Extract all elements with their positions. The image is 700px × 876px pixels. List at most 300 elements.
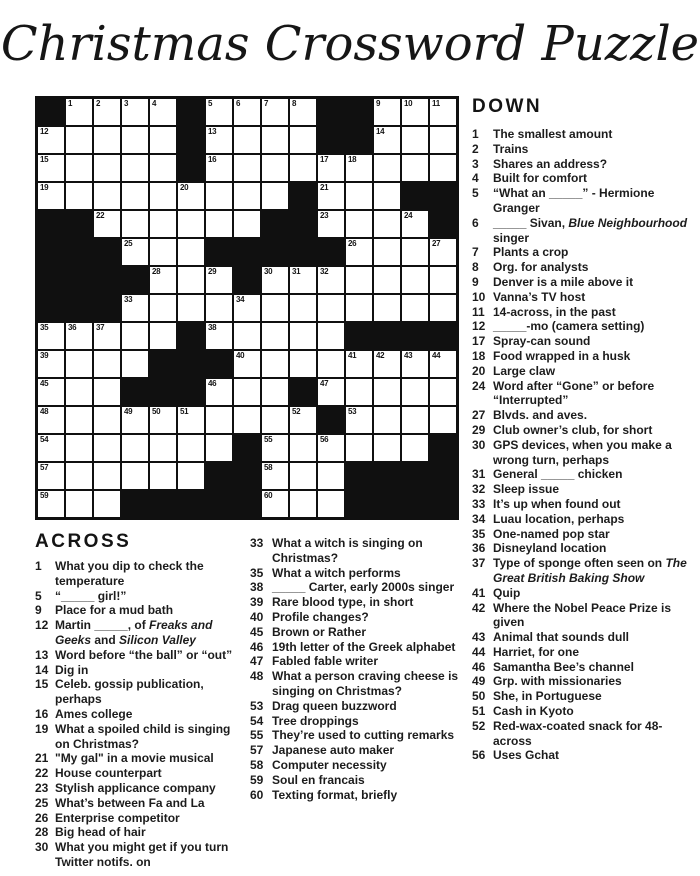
grid-cell[interactable]	[346, 267, 372, 293]
grid-cell[interactable]	[262, 323, 288, 349]
cell-number: 33	[124, 295, 133, 304]
cell-number: 36	[68, 323, 77, 332]
clue-item	[250, 714, 470, 729]
cell-number: 14	[376, 127, 385, 136]
grid-cell[interactable]	[122, 407, 148, 433]
grid-cell[interactable]	[178, 267, 204, 293]
cell-number: 39	[40, 351, 49, 360]
grid-cell[interactable]	[94, 351, 120, 377]
clue-text: Tree droppings	[272, 713, 359, 728]
grid-cell[interactable]	[290, 351, 316, 377]
grid-cell[interactable]	[318, 323, 344, 349]
grid-cell[interactable]	[150, 323, 176, 349]
grid-cell[interactable]	[402, 99, 428, 125]
down-clue-list	[472, 127, 688, 763]
grid-cell[interactable]	[66, 379, 92, 405]
grid-cell-black	[346, 491, 372, 517]
grid-cell[interactable]	[66, 99, 92, 125]
grid-cell[interactable]	[66, 323, 92, 349]
clue-text: What a witch is singing on Christmas?	[272, 536, 423, 565]
grid-cell[interactable]	[150, 463, 176, 489]
grid-cell-black	[206, 463, 232, 489]
grid-cell[interactable]	[262, 351, 288, 377]
cell-number: 15	[40, 155, 49, 164]
grid-cell[interactable]	[234, 351, 260, 377]
grid-cell[interactable]	[66, 351, 92, 377]
grid-cell[interactable]	[430, 351, 456, 377]
clue-number: 48	[250, 669, 264, 684]
grid-cell[interactable]	[290, 267, 316, 293]
down-heading: DOWN	[472, 96, 543, 117]
clue-number: 58	[250, 757, 264, 772]
grid-cell[interactable]	[38, 183, 64, 209]
grid-cell[interactable]	[318, 211, 344, 237]
grid-cell[interactable]	[290, 491, 316, 517]
clue-text: Texting format, briefly	[272, 787, 398, 802]
grid-cell[interactable]	[346, 211, 372, 237]
grid-cell[interactable]	[38, 491, 64, 517]
clue-text: Disneyland location	[493, 541, 607, 556]
clue-text: They’re used to cutting remarks	[272, 728, 455, 743]
clue-item	[35, 825, 247, 840]
grid-cell-black	[234, 491, 260, 517]
clue-number: 12	[35, 618, 49, 633]
grid-cell[interactable]	[374, 183, 400, 209]
grid-cell[interactable]	[262, 407, 288, 433]
clue-number: 15	[35, 677, 49, 692]
grid-cell[interactable]	[38, 155, 64, 181]
grid-cell[interactable]	[234, 183, 260, 209]
grid-cell[interactable]	[206, 295, 232, 321]
clue-text: Ames college	[55, 706, 133, 721]
grid-cell[interactable]	[374, 267, 400, 293]
grid-cell-black	[234, 463, 260, 489]
grid-cell[interactable]	[178, 183, 204, 209]
clue-number: 36	[472, 541, 486, 556]
grid-cell[interactable]	[66, 183, 92, 209]
grid-cell[interactable]	[206, 407, 232, 433]
grid-cell-black	[346, 323, 372, 349]
clue-number: 18	[472, 348, 486, 363]
grid-cell-black	[318, 127, 344, 153]
grid-cell-black	[430, 491, 456, 517]
grid-cell[interactable]	[66, 435, 92, 461]
clue-item	[35, 766, 247, 781]
grid-cell[interactable]	[374, 211, 400, 237]
grid-cell[interactable]	[122, 99, 148, 125]
grid-cell[interactable]	[262, 155, 288, 181]
grid-cell-black	[178, 155, 204, 181]
grid-cell[interactable]	[430, 267, 456, 293]
grid-cell[interactable]	[94, 323, 120, 349]
grid-cell[interactable]	[262, 183, 288, 209]
grid-cell[interactable]	[234, 155, 260, 181]
grid-cell[interactable]	[206, 211, 232, 237]
clue-text: GPS devices, when you make a wrong turn, perhaps	[493, 437, 672, 467]
clue-item	[472, 245, 688, 260]
grid-cell[interactable]	[262, 295, 288, 321]
clue-item	[250, 788, 470, 803]
clue-text: Japanese auto maker	[272, 743, 395, 758]
clue-number: 6	[472, 215, 479, 230]
grid-cell[interactable]	[346, 239, 372, 265]
grid-cell[interactable]	[206, 323, 232, 349]
clue-item	[250, 610, 470, 625]
grid-cell[interactable]	[234, 379, 260, 405]
grid-cell[interactable]	[374, 155, 400, 181]
grid-cell-black	[402, 463, 428, 489]
clue-number: 33	[472, 496, 486, 511]
grid-cell[interactable]	[122, 351, 148, 377]
clue-item	[250, 595, 470, 610]
grid-cell[interactable]	[94, 435, 120, 461]
clue-text: Celeb. gossip publication, perhaps	[55, 677, 204, 707]
grid-cell[interactable]	[402, 407, 428, 433]
grid-cell[interactable]	[318, 155, 344, 181]
grid-cell[interactable]	[318, 295, 344, 321]
grid-cell-black	[178, 323, 204, 349]
clue-number: 5	[472, 186, 479, 201]
grid-cell[interactable]	[38, 351, 64, 377]
grid-cell[interactable]	[150, 239, 176, 265]
grid-cell[interactable]	[122, 155, 148, 181]
grid-cell[interactable]	[150, 435, 176, 461]
grid-cell[interactable]	[38, 407, 64, 433]
cell-number: 47	[320, 379, 329, 388]
grid-cell[interactable]	[150, 99, 176, 125]
grid-cell-black	[290, 379, 316, 405]
grid-cell[interactable]	[66, 463, 92, 489]
grid-cell[interactable]	[234, 323, 260, 349]
grid-cell[interactable]	[66, 491, 92, 517]
grid-cell[interactable]	[178, 211, 204, 237]
clue-text: Shares an address?	[493, 156, 608, 171]
clue-text: Grp. with missionaries	[493, 674, 622, 689]
grid-cell-black	[346, 463, 372, 489]
grid-cell-black	[206, 351, 232, 377]
grid-cell-black	[430, 463, 456, 489]
clue-item	[35, 603, 247, 618]
grid-cell[interactable]	[402, 435, 428, 461]
grid-cell[interactable]	[206, 183, 232, 209]
grid-cell-black	[122, 491, 148, 517]
grid-cell[interactable]	[122, 183, 148, 209]
clue-number: 44	[472, 644, 486, 659]
grid-cell[interactable]	[346, 155, 372, 181]
grid-cell[interactable]	[150, 295, 176, 321]
grid-cell[interactable]	[150, 183, 176, 209]
grid-cell[interactable]	[262, 99, 288, 125]
grid-cell[interactable]	[318, 351, 344, 377]
grid-cell-black	[234, 239, 260, 265]
clue-text: Rare blood type, in short	[272, 595, 414, 610]
clue-number: 5	[35, 588, 42, 603]
clue-number: 16	[35, 706, 49, 721]
grid-cell[interactable]	[290, 407, 316, 433]
cell-number: 1	[68, 99, 73, 108]
clue-text: Sleep issue	[493, 482, 560, 497]
cell-number: 27	[432, 239, 441, 248]
clue-number: 35	[472, 526, 486, 541]
grid-cell[interactable]	[346, 183, 372, 209]
grid-cell[interactable]	[374, 379, 400, 405]
grid-cell[interactable]	[38, 379, 64, 405]
across-clue-list-col1	[35, 559, 247, 870]
grid-cell[interactable]	[374, 99, 400, 125]
cell-number: 12	[40, 127, 49, 136]
clue-item	[472, 260, 688, 275]
clue-text: Vanna’s TV host	[493, 289, 586, 304]
grid-cell[interactable]	[402, 351, 428, 377]
grid-cell[interactable]	[150, 211, 176, 237]
grid-cell[interactable]	[206, 99, 232, 125]
clue-number: 2	[472, 141, 479, 156]
grid-cell[interactable]	[206, 267, 232, 293]
grid-cell[interactable]	[206, 379, 232, 405]
grid-cell[interactable]	[402, 211, 428, 237]
clue-text: Stylish applicance company	[55, 780, 216, 795]
grid-cell[interactable]	[122, 127, 148, 153]
grid-cell[interactable]	[234, 295, 260, 321]
grid-cell[interactable]	[94, 211, 120, 237]
clue-text: Animal that sounds dull	[493, 630, 630, 645]
grid-cell[interactable]	[374, 239, 400, 265]
grid-cell[interactable]	[178, 463, 204, 489]
grid-cell[interactable]	[430, 155, 456, 181]
grid-cell[interactable]	[122, 435, 148, 461]
clue-text: _____-mo (camera setting)	[493, 319, 645, 334]
clue-text: What a witch performs	[272, 565, 401, 580]
grid-cell[interactable]	[262, 267, 288, 293]
grid-cell-black	[318, 407, 344, 433]
clue-item	[472, 512, 688, 527]
grid-cell[interactable]	[402, 267, 428, 293]
grid-cell[interactable]	[206, 127, 232, 153]
clue-number: 27	[472, 408, 486, 423]
grid-cell[interactable]	[234, 127, 260, 153]
grid-cell[interactable]	[122, 239, 148, 265]
grid-cell[interactable]	[346, 295, 372, 321]
grid-cell[interactable]	[402, 379, 428, 405]
grid-cell[interactable]	[94, 127, 120, 153]
grid-cell-black	[402, 491, 428, 517]
clue-item	[472, 334, 688, 349]
grid-cell[interactable]	[38, 463, 64, 489]
grid-cell[interactable]	[318, 435, 344, 461]
grid-cell[interactable]	[178, 435, 204, 461]
cell-number: 34	[236, 295, 245, 304]
grid-cell[interactable]	[66, 127, 92, 153]
grid-cell-black	[290, 239, 316, 265]
grid-cell[interactable]	[262, 435, 288, 461]
grid-cell[interactable]	[122, 211, 148, 237]
grid-cell[interactable]	[290, 463, 316, 489]
cell-number: 41	[348, 351, 357, 360]
cell-number: 31	[292, 267, 301, 276]
cell-number: 50	[152, 407, 161, 416]
cell-number: 4	[152, 99, 157, 108]
clue-text: Plants a crop	[493, 245, 569, 260]
cell-number: 44	[432, 351, 441, 360]
grid-cell[interactable]	[262, 491, 288, 517]
grid-cell[interactable]	[94, 407, 120, 433]
clue-number: 28	[35, 825, 49, 840]
grid-cell[interactable]	[318, 379, 344, 405]
down-section	[472, 96, 688, 763]
clue-item	[35, 811, 247, 826]
clue-item	[250, 773, 470, 788]
clue-text: Word after “Gone” or before “Interrupted”	[493, 378, 655, 408]
grid-cell[interactable]	[318, 463, 344, 489]
grid-cell[interactable]	[262, 379, 288, 405]
clue-number: 56	[472, 748, 486, 763]
cell-number: 43	[404, 351, 413, 360]
cell-number: 49	[124, 407, 133, 416]
clue-text: 14-across, in the past	[493, 304, 616, 319]
grid-cell[interactable]	[122, 323, 148, 349]
clue-number: 60	[250, 787, 264, 802]
grid-cell[interactable]	[430, 379, 456, 405]
cell-number: 10	[404, 99, 413, 108]
grid-cell[interactable]	[234, 407, 260, 433]
grid-cell[interactable]	[430, 239, 456, 265]
clue-text: _____ Carter, early 2000s singer	[272, 580, 455, 595]
cell-number: 5	[208, 99, 213, 108]
grid-cell[interactable]	[374, 351, 400, 377]
grid-cell[interactable]	[38, 435, 64, 461]
grid-cell-black	[122, 267, 148, 293]
grid-cell[interactable]	[122, 295, 148, 321]
clue-item	[35, 781, 247, 796]
grid-cell[interactable]	[374, 407, 400, 433]
grid-cell[interactable]	[94, 183, 120, 209]
grid-cell[interactable]	[346, 407, 372, 433]
grid-cell[interactable]	[402, 155, 428, 181]
cell-number: 21	[320, 183, 329, 192]
clue-text: Harriet, for one	[493, 644, 580, 659]
clue-text: What a person craving cheese is singing on Christmas?	[272, 669, 459, 698]
grid-cell[interactable]	[234, 99, 260, 125]
grid-cell[interactable]	[262, 127, 288, 153]
grid-cell[interactable]	[94, 491, 120, 517]
grid-cell-black	[66, 239, 92, 265]
clue-number: 29	[472, 422, 486, 437]
grid-cell[interactable]	[150, 267, 176, 293]
grid-cell[interactable]	[66, 407, 92, 433]
cell-number: 17	[320, 155, 329, 164]
grid-cell[interactable]	[150, 155, 176, 181]
cell-number: 9	[376, 99, 381, 108]
grid-cell[interactable]	[290, 323, 316, 349]
clue-item	[472, 186, 688, 216]
cell-number: 56	[320, 435, 329, 444]
grid-cell[interactable]	[178, 407, 204, 433]
grid-cell[interactable]	[262, 463, 288, 489]
clue-text: 19th letter of the Greek alphabet	[272, 639, 456, 654]
clue-number: 47	[250, 654, 264, 669]
grid-cell[interactable]	[402, 239, 428, 265]
grid-cell[interactable]	[234, 211, 260, 237]
grid-cell[interactable]	[318, 267, 344, 293]
grid-cell-black	[430, 435, 456, 461]
cell-number: 20	[180, 183, 189, 192]
grid-cell[interactable]	[318, 183, 344, 209]
clue-text: Large claw	[493, 363, 556, 378]
grid-cell[interactable]	[346, 379, 372, 405]
grid-cell[interactable]	[38, 127, 64, 153]
grid-cell[interactable]	[38, 323, 64, 349]
clue-text: What you might get if you turn Twitter notifs. on	[55, 840, 229, 869]
grid-cell[interactable]	[94, 379, 120, 405]
grid-cell[interactable]	[318, 491, 344, 517]
clue-number: 31	[472, 467, 486, 482]
grid-cell[interactable]	[122, 463, 148, 489]
clue-text: Spray-can sound	[493, 334, 591, 349]
cell-number: 57	[40, 463, 49, 472]
grid-cell-black	[318, 99, 344, 125]
grid-cell-black	[150, 379, 176, 405]
grid-cell[interactable]	[94, 99, 120, 125]
grid-cell[interactable]	[430, 407, 456, 433]
grid-cell[interactable]	[346, 435, 372, 461]
clue-text: Uses Gchat	[493, 748, 560, 763]
grid-cell[interactable]	[374, 295, 400, 321]
grid-cell[interactable]	[290, 99, 316, 125]
grid-cell[interactable]	[430, 295, 456, 321]
grid-cell[interactable]	[290, 155, 316, 181]
grid-cell-black	[430, 211, 456, 237]
clue-item	[472, 290, 688, 305]
grid-cell[interactable]	[290, 435, 316, 461]
clue-number: 40	[250, 609, 264, 624]
grid-cell[interactable]	[290, 127, 316, 153]
clue-item	[250, 758, 470, 773]
grid-cell-black	[206, 239, 232, 265]
grid-cell[interactable]	[346, 351, 372, 377]
grid-cell[interactable]	[178, 239, 204, 265]
grid-cell[interactable]	[206, 435, 232, 461]
grid-cell[interactable]	[374, 127, 400, 153]
grid-cell[interactable]	[94, 155, 120, 181]
clue-text: Trains	[493, 141, 529, 156]
clue-item	[250, 580, 470, 595]
grid-cell[interactable]	[290, 295, 316, 321]
clue-item	[35, 707, 247, 722]
clue-item	[472, 438, 688, 468]
grid-cell-black	[66, 295, 92, 321]
grid-cell[interactable]	[66, 155, 92, 181]
grid-cell[interactable]	[430, 127, 456, 153]
grid-cell[interactable]	[374, 435, 400, 461]
clue-text: It’s up when found out	[493, 496, 621, 511]
clue-number: 23	[35, 780, 49, 795]
grid-cell[interactable]	[150, 127, 176, 153]
grid-cell[interactable]	[402, 295, 428, 321]
clue-number: 53	[250, 698, 264, 713]
grid-cell[interactable]	[94, 463, 120, 489]
cell-number: 29	[208, 267, 217, 276]
grid-cell[interactable]	[402, 127, 428, 153]
grid-cell[interactable]	[150, 407, 176, 433]
grid-cell[interactable]	[178, 295, 204, 321]
clue-item	[35, 648, 247, 663]
clue-number: 37	[472, 556, 486, 571]
clue-item	[472, 674, 688, 689]
grid-cell[interactable]	[206, 155, 232, 181]
cell-number: 37	[96, 323, 105, 332]
clue-item	[472, 704, 688, 719]
grid-cell[interactable]	[430, 99, 456, 125]
